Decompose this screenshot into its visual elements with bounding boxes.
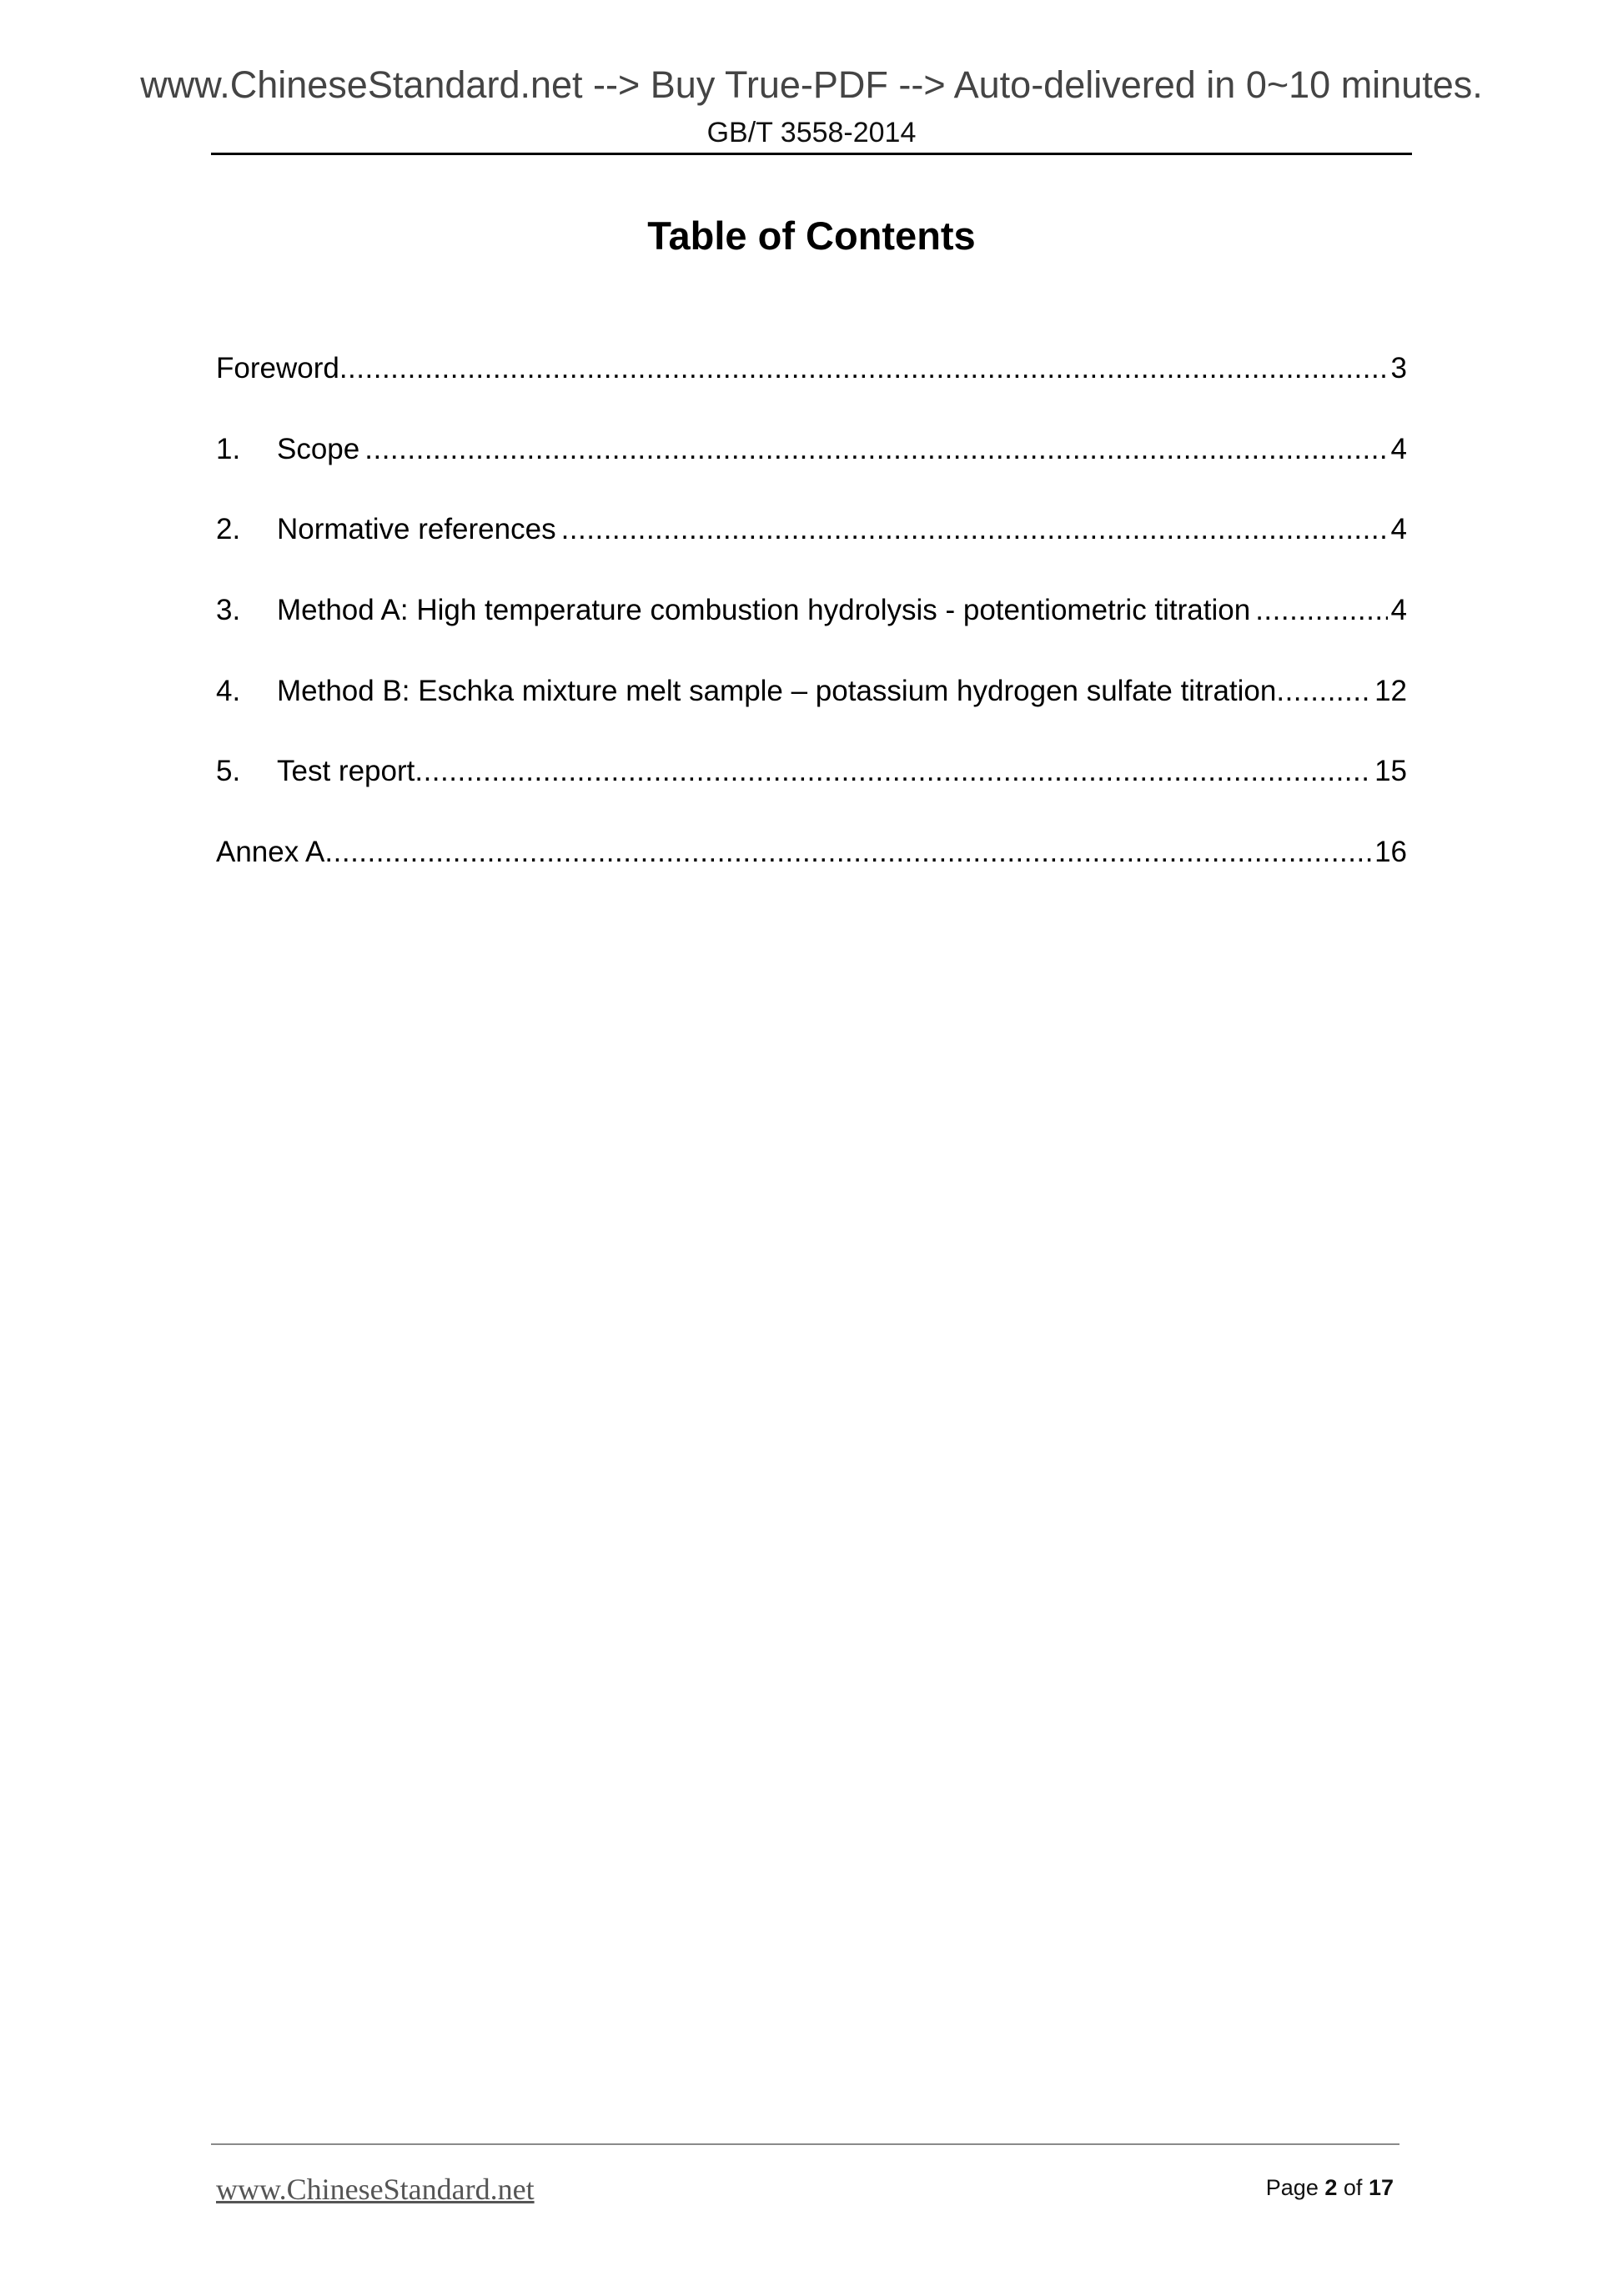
dot-leader bbox=[561, 510, 1388, 550]
toc-entry-label: Foreword bbox=[216, 352, 339, 384]
page-indicator bbox=[1266, 2173, 1394, 2202]
header-divider bbox=[211, 153, 1412, 155]
dot-leader bbox=[415, 751, 1371, 791]
toc-entry-method-b[interactable] bbox=[216, 671, 1407, 752]
toc-entry-page: 4 bbox=[1390, 594, 1407, 627]
toc-entry-number: 5. bbox=[216, 755, 241, 788]
toc-entry-page: 12 bbox=[1374, 674, 1407, 707]
toc-entry-label: Normative references bbox=[277, 513, 556, 546]
dot-leader bbox=[1276, 671, 1371, 711]
promo-banner: www.ChineseStandard.net --> Buy True-PDF --> Auto-delivered in 0~10 minutes. bbox=[140, 63, 1483, 106]
dot-leader bbox=[1255, 590, 1387, 631]
toc-entry-label: Test report bbox=[277, 755, 415, 788]
page-separator: of bbox=[1343, 2175, 1363, 2200]
current-page-number: 2 bbox=[1324, 2175, 1338, 2200]
page-prefix: Page bbox=[1265, 2175, 1319, 2200]
toc-entry-annex-a[interactable] bbox=[216, 832, 1407, 913]
dot-leader bbox=[339, 349, 1388, 389]
document-code: GB/T 3558-2014 bbox=[706, 117, 917, 148]
toc-entry-label: Annex A bbox=[216, 836, 325, 869]
footer-website-link[interactable]: www.ChineseStandard.net bbox=[216, 2173, 535, 2206]
toc-entry-test-report[interactable] bbox=[216, 751, 1407, 832]
dot-leader bbox=[364, 430, 1387, 470]
toc-entry-number: 1. bbox=[216, 432, 241, 465]
table-of-contents bbox=[216, 349, 1407, 913]
toc-entry-page: 4 bbox=[1390, 432, 1407, 465]
toc-entry-label: Method B: Eschka mixture melt sample – potassium hydrogen sulfate titration bbox=[277, 674, 1277, 707]
toc-entry-page: 16 bbox=[1374, 836, 1407, 869]
toc-entry-method-a[interactable] bbox=[216, 590, 1407, 671]
footer-divider bbox=[211, 2143, 1399, 2145]
total-pages-number: 17 bbox=[1368, 2175, 1394, 2200]
toc-entry-normative-references[interactable] bbox=[216, 510, 1407, 590]
page-title: Table of Contents bbox=[647, 214, 976, 258]
toc-entry-page: 4 bbox=[1390, 513, 1407, 546]
dot-leader bbox=[324, 832, 1371, 872]
toc-entry-label: Method A: High temperature combustion hydrolysis - potentiometric titration bbox=[277, 594, 1251, 627]
toc-entry-number: 4. bbox=[216, 674, 241, 707]
toc-entry-label: Scope bbox=[277, 432, 360, 465]
toc-entry-page: 15 bbox=[1374, 755, 1407, 788]
toc-entry-scope[interactable] bbox=[216, 430, 1407, 510]
toc-entry-foreword[interactable] bbox=[216, 349, 1407, 430]
toc-entry-page: 3 bbox=[1390, 352, 1407, 384]
toc-entry-number: 3. bbox=[216, 594, 241, 627]
toc-entry-number: 2. bbox=[216, 513, 241, 546]
